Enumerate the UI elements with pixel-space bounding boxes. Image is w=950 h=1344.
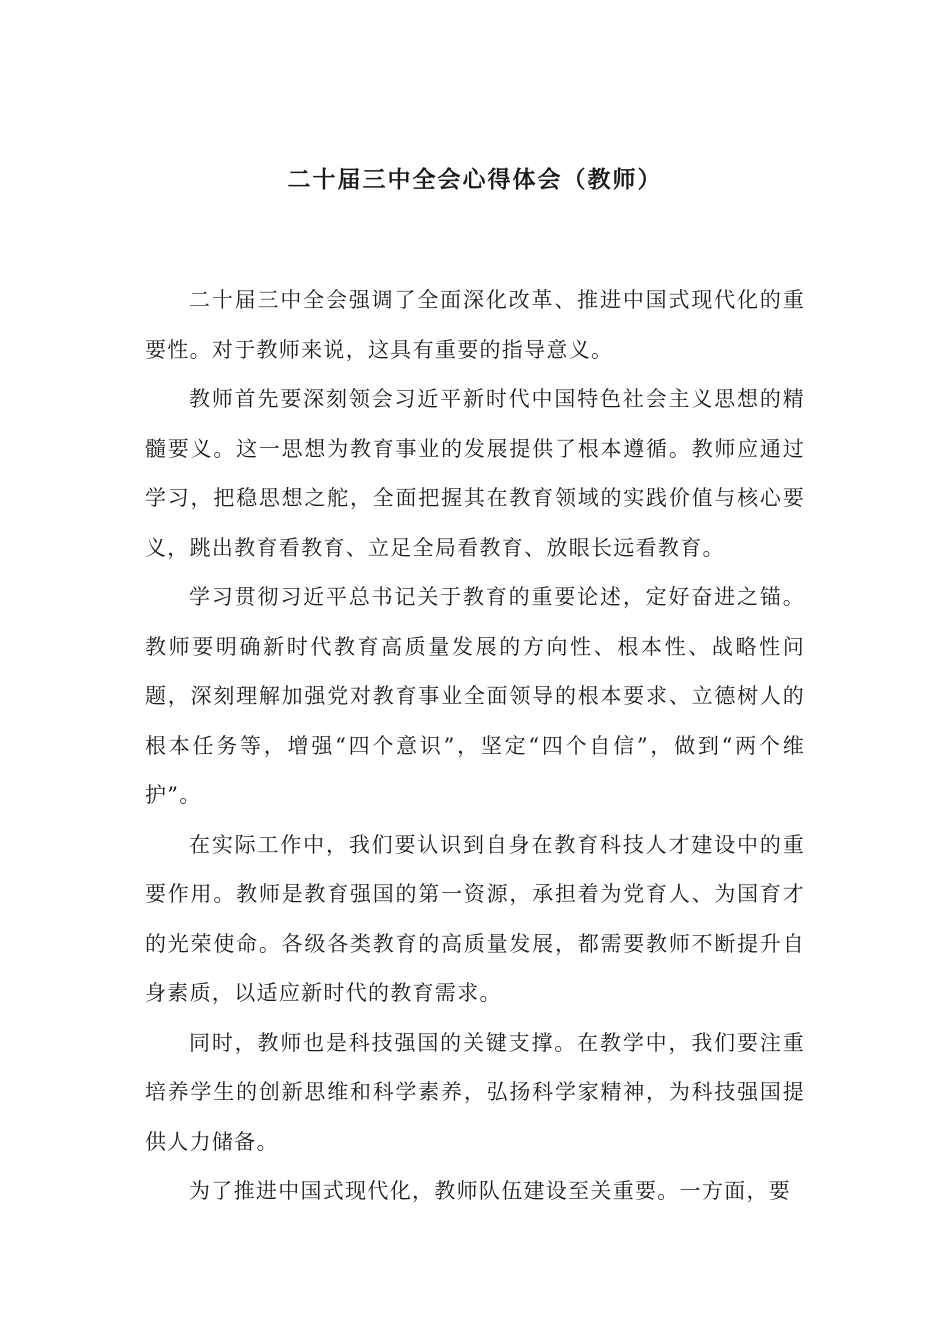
- document-title: 二十届三中全会心得体会（教师）: [287, 166, 663, 193]
- paragraph-1: 二十届三中全会强调了全面深化改革、推进中国式现代化的重要性。对于教师来说，这具有重要的指导意义。: [145, 288, 805, 362]
- document-body: [145, 276, 805, 1217]
- paragraph-6: 为了推进中国式现代化，教师队伍建设至关重要。一方面，要: [189, 1179, 792, 1203]
- paragraph-5: 同时，教师也是科技强国的关键支撑。在教学中，我们要注重培养学生的创新思维和科学素养，弘扬科学家精神，为科技强国提供人力储备。: [145, 1030, 805, 1154]
- paragraph-3: 学习贯彻习近平总书记关于教育的重要论述，定好奋进之锚。教师要明确新时代教育高质量发展的方向性、根本性、战略性问题，深刻理解加强党对教育事业全面领导的根本要求、立德树人的根本任务等，增强“四个意识”，坚定“四个自信”，做到“两个维护”。: [145, 585, 805, 807]
- paragraph-4: 在实际工作中，我们要认识到自身在教育科技人才建设中的重要作用。教师是教育强国的第一资源，承担着为党育人、为国育才的光荣使命。各级各类教育的高质量发展，都需要教师不断提升自身素质，以适应新时代的教育需求。: [145, 832, 805, 1005]
- paragraph-2: 教师首先要深刻领会习近平新时代中国特色社会主义思想的精髓要义。这一思想为教育事业的发展提供了根本遵循。教师应通过学习，把稳思想之舵，全面把握其在教育领域的实践价值与核心要义，跳出教育看教育、立足全局看教育、放眼长远看教育。: [145, 387, 805, 560]
